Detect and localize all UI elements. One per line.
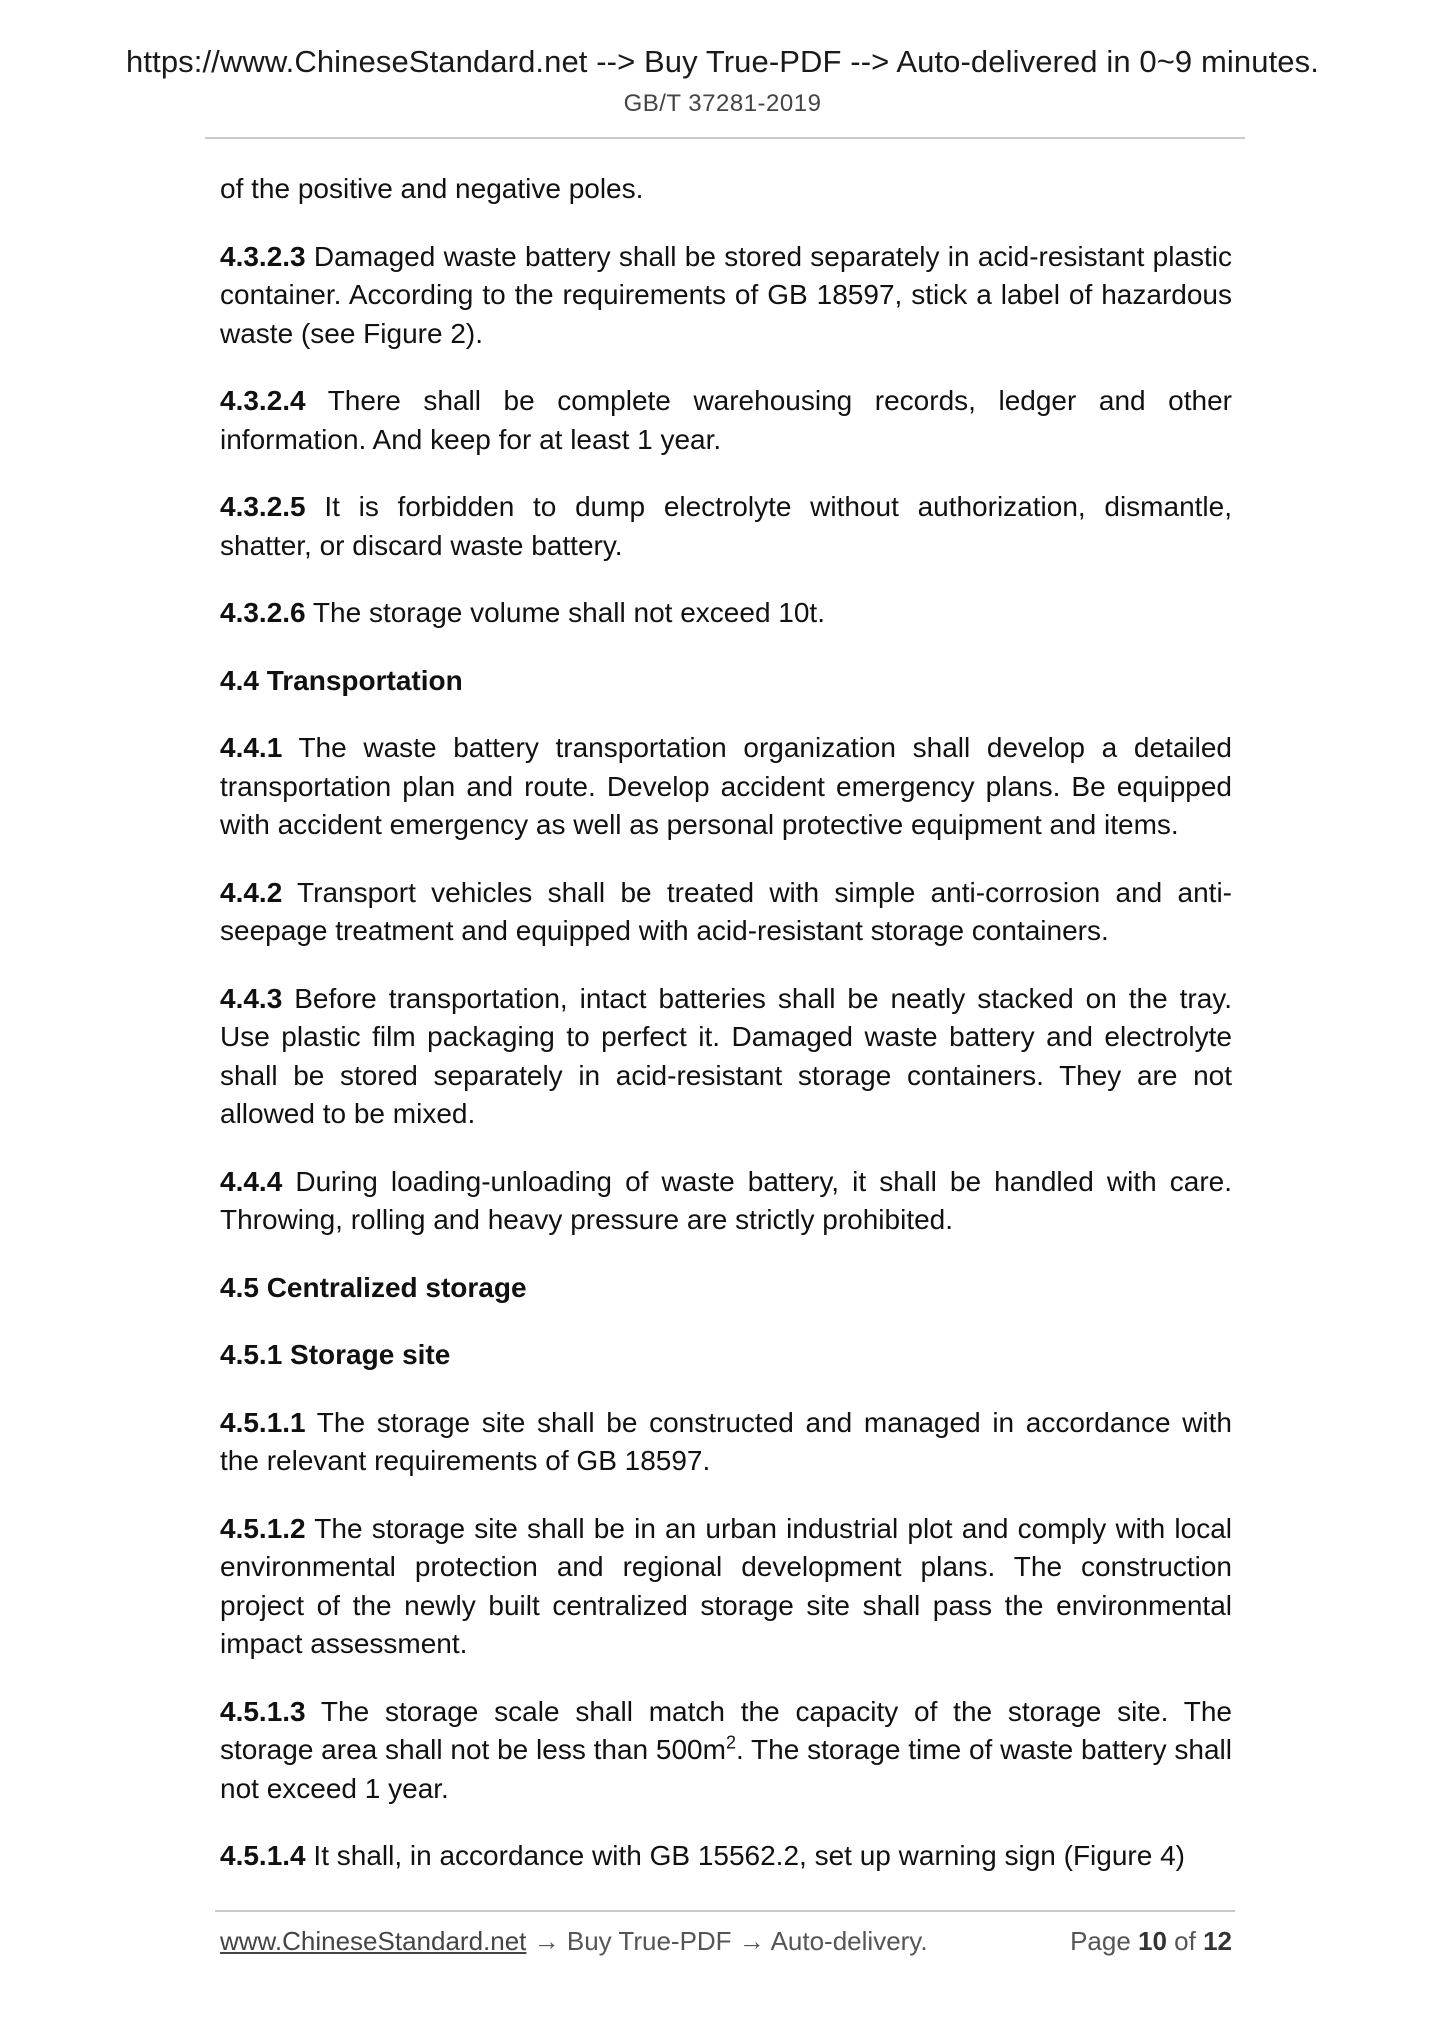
header-divider	[205, 137, 1245, 139]
footer-divider	[215, 1910, 1235, 1912]
clause-number: 4.5.1.2	[220, 1512, 306, 1544]
clause-number: 4.5.1.4	[220, 1840, 306, 1871]
clause-number: 4.3.2.4	[220, 385, 306, 416]
clause-4-4-3	[220, 980, 1232, 1134]
section-heading-4-4: 4.4 Transportation	[220, 664, 463, 696]
clause-text: It is forbidden to dump electrolyte without authorization, dismantle, shatter, or discard waste battery.	[220, 491, 1232, 561]
page-indicator	[1070, 1926, 1232, 1957]
clause-text: During loading-unloading of waste battery, it shall be handled with care. Throwing, rolling and heavy pressure are strictly prohibited.	[220, 1165, 1232, 1235]
superscript: 2	[725, 1732, 736, 1753]
section-heading-4-5-1: 4.5.1 Storage site	[220, 1339, 451, 1370]
clause-number: 4.4.3	[220, 982, 283, 1014]
clause-4-5-1-2	[220, 1510, 1232, 1664]
footer-left	[220, 1926, 928, 1957]
page-footer	[220, 1926, 1232, 1966]
header-banner: https://www.ChineseStandard.net --> Buy True-PDF --> Auto-delivered in 0~9 minutes.	[126, 44, 1319, 79]
clause-text: Damaged waste battery shall be stored separately in acid-resistant plastic container. According to the requirements of GB 18597, stick a label of hazardous waste (see Figure 2).	[220, 240, 1232, 349]
clause-text: It shall, in accordance with GB 15562.2, set up warning sign (Figure 4)	[305, 1840, 1185, 1871]
clause-4-3-2-5	[220, 488, 1232, 565]
clause-4-4-2	[220, 874, 1232, 951]
clause-text: . The storage time of waste battery shall not exceed 1 year.	[220, 1734, 1232, 1804]
standard-number: GB/T 37281-2019	[623, 90, 822, 117]
clause-number: 4.3.2.5	[220, 491, 306, 522]
clause-4-3-2-6	[220, 594, 1232, 633]
clause-4-5-1-3	[220, 1693, 1232, 1809]
clause-text: The storage scale shall match the capacity of the storage site. The storage area shall not be less than 500m	[220, 1695, 1232, 1765]
section-heading-4-5: 4.5 Centralized storage	[220, 1271, 527, 1303]
clause-4-3-2-4	[220, 382, 1232, 459]
clause-4-5-1-1	[220, 1404, 1232, 1481]
clause-4-5-1-4	[220, 1837, 1232, 1876]
clause-number: 4.3.2.3	[220, 240, 306, 272]
clause-text: Transport vehicles shall be treated with simple anti-corrosion and anti-seepage treatment and equipped with acid-resistant storage containers.	[220, 876, 1232, 946]
clause-number: 4.4.2	[220, 876, 283, 908]
total-pages: 12	[1203, 1926, 1232, 1956]
clause-4-4-1	[220, 729, 1232, 845]
clause-text: There shall be complete warehousing records, ledger and other information. And keep for at least 1 year.	[220, 385, 1232, 455]
of-word: of	[1166, 1926, 1204, 1956]
clause-text: The waste battery transportation organization shall develop a detailed transportation plan and route. Develop accident emergency plans. Be equipped with accident emergency as well as personal protective equipment and items.	[220, 732, 1232, 840]
document-body	[220, 170, 1232, 1905]
clause-text: Before transportation, intact batteries shall be neatly stacked on the tray. Use plastic film packaging to perfect it. Damaged waste battery and electrolyte shall be stored separately in acid-resistant storage containers. They are not allowed to be mixed.	[220, 982, 1232, 1129]
footer-tagline: → Buy True-PDF → Auto-delivery.	[526, 1926, 928, 1956]
clause-text: The storage site shall be constructed and managed in accordance with the relevant requirements of GB 18597.	[220, 1406, 1232, 1476]
clause-number: 4.4.4	[220, 1165, 283, 1197]
page-word: Page	[1070, 1926, 1139, 1956]
clause-text: The storage volume shall not exceed 10t.	[305, 597, 825, 628]
clause-number: 4.3.2.6	[220, 597, 306, 628]
paragraph-continuation: of the positive and negative poles.	[220, 173, 644, 204]
clause-text: The storage site shall be in an urban industrial plot and comply with local environmental protection and regional development plans. The construction project of the newly built centralized storage site shall pass the environmental impact assessment.	[220, 1512, 1232, 1659]
clause-4-3-2-3	[220, 238, 1232, 354]
current-page: 10	[1138, 1926, 1167, 1956]
clause-number: 4.4.1	[220, 732, 283, 763]
clause-number: 4.5.1.1	[220, 1406, 306, 1438]
clause-4-4-4	[220, 1163, 1232, 1240]
footer-link[interactable]: www.ChineseStandard.net	[220, 1926, 527, 1956]
clause-number: 4.5.1.3	[220, 1695, 306, 1727]
